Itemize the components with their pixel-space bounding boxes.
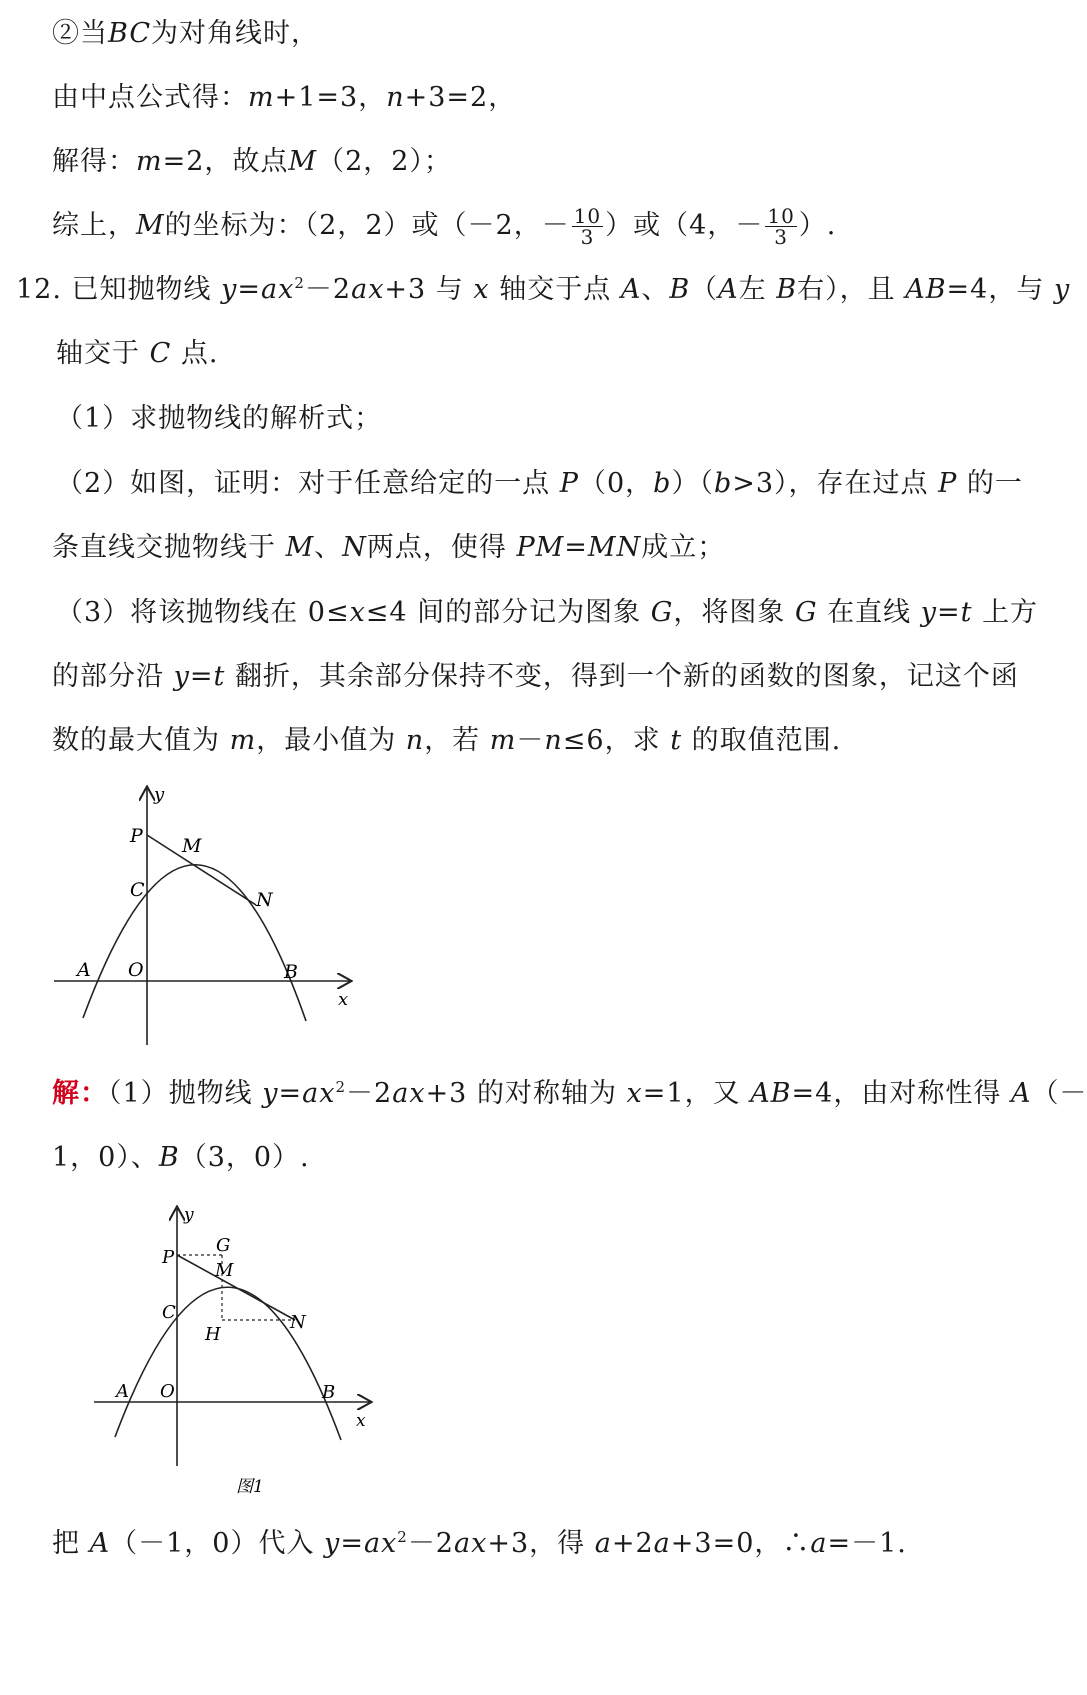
text: =: [936, 597, 961, 628]
parabola-curve: [115, 1287, 341, 1440]
figure-parabola-2: [90, 1200, 390, 1510]
var-a: A: [1010, 1078, 1032, 1109]
solution-line2: [52, 1140, 310, 1176]
part3-line3: [52, 723, 841, 759]
var-t: t: [670, 725, 683, 756]
case2-line: [52, 16, 319, 52]
text: +3=0，∴: [670, 1528, 811, 1559]
part1-line: （1）求抛物线的解析式；: [56, 403, 383, 434]
summary-line: [52, 206, 836, 247]
text: 条直线交抛物线于: [52, 532, 276, 563]
var-m: m: [229, 725, 257, 756]
text: =－1.: [827, 1528, 907, 1559]
text: =: [340, 1528, 364, 1559]
exponent: 2: [294, 274, 305, 292]
text: 轴交于点: [499, 274, 612, 305]
label-y: y: [154, 784, 165, 805]
solution-label: 解：: [52, 1078, 108, 1109]
label-p: P: [162, 1247, 175, 1268]
text: －2: [304, 274, 352, 305]
text: =4，由对称性得: [791, 1078, 1002, 1109]
label-h: H: [205, 1324, 221, 1345]
text: +3=2，: [404, 82, 517, 113]
text: ，最小值为: [256, 725, 397, 756]
numerator: 10: [573, 204, 602, 228]
var-y: y: [173, 661, 190, 692]
var-c: C: [149, 338, 172, 369]
denominator: 3: [580, 225, 595, 249]
var-point-m: M: [136, 210, 165, 241]
var-ab: AB: [750, 1078, 792, 1109]
text: －: [516, 725, 545, 756]
var-a: A: [89, 1528, 111, 1559]
text: 、: [314, 532, 343, 563]
exponent: 2: [335, 1078, 347, 1096]
text: =4，与: [946, 274, 1045, 305]
label-x: x: [356, 1411, 366, 1431]
midpoint-line: [52, 80, 516, 116]
var-m: m: [248, 82, 275, 113]
text: 左: [738, 274, 767, 305]
text: +2: [611, 1528, 654, 1559]
var-n: n: [544, 725, 563, 756]
text: 上方: [982, 597, 1039, 628]
label-n: N: [256, 889, 273, 911]
var-m: m: [489, 725, 517, 756]
solve-line: [52, 144, 452, 180]
text: ）（: [671, 468, 714, 499]
line-pmn: [147, 835, 256, 905]
label-a: A: [116, 1381, 129, 1402]
text: ≤4 间的部分记为图象: [365, 597, 642, 628]
line-pmn: [177, 1255, 295, 1320]
text: 综上，: [52, 210, 136, 241]
text: －2: [346, 1078, 393, 1109]
label-g: G: [216, 1235, 231, 1256]
var-g: G: [794, 597, 818, 628]
text: 成立；: [641, 532, 726, 563]
text: （0，: [578, 468, 654, 499]
text: 两点，使得: [366, 532, 507, 563]
text: 数的最大值为: [52, 725, 220, 756]
text: （1）抛物线: [108, 1078, 253, 1109]
var-n: n: [386, 82, 405, 113]
var-b: B: [776, 274, 798, 305]
text: =: [189, 661, 214, 692]
text: －2: [407, 1528, 454, 1559]
var-b: B: [158, 1142, 180, 1173]
text: 的取值范围.: [691, 725, 842, 756]
var-ax: ax: [363, 1528, 398, 1559]
var-a-coef: a: [810, 1528, 828, 1559]
label-y: y: [184, 1205, 194, 1225]
var-m: m: [136, 146, 163, 177]
var-n: N: [342, 532, 367, 563]
var-y: y: [1053, 274, 1071, 305]
part2-line1: [56, 466, 1023, 502]
var-y: y: [262, 1078, 279, 1109]
var-p: P: [559, 468, 579, 499]
text: 已知抛物线: [71, 274, 212, 305]
var-ax: ax: [302, 1078, 336, 1109]
var-ab: AB: [905, 274, 947, 305]
text: +3 的对称轴为: [425, 1078, 617, 1109]
text: =: [278, 1078, 303, 1109]
text: 的一: [966, 468, 1023, 499]
text: 把: [52, 1528, 80, 1559]
part3-line1: [56, 595, 1038, 631]
label-p: P: [130, 825, 143, 847]
text: （2）如图，证明：对于任意给定的一点: [56, 468, 551, 499]
figure-parabola-1: [40, 780, 360, 1060]
text: ）.: [798, 210, 837, 241]
label-b: B: [322, 1382, 336, 1403]
var-mn: MN: [587, 532, 642, 563]
text: 在直线: [827, 597, 912, 628]
var-ax: ax: [392, 1078, 426, 1109]
text: 当: [80, 18, 108, 49]
var-y: y: [920, 597, 937, 628]
text: （2，2）；: [317, 146, 452, 177]
label-n: N: [290, 1312, 306, 1333]
text: 的部分沿: [52, 661, 164, 692]
figure-caption: 图1: [236, 1477, 264, 1497]
text: （－: [1031, 1078, 1087, 1109]
var-t: t: [960, 597, 973, 628]
text: ，若: [424, 725, 481, 756]
text: 、: [641, 274, 670, 305]
var-p: P: [938, 468, 958, 499]
var-a-coef: a: [594, 1528, 612, 1559]
var-point-m: M: [288, 146, 318, 177]
text: 解得：: [52, 146, 136, 177]
text: ，将图象: [673, 597, 786, 628]
var-b: b: [713, 468, 733, 499]
text: 右），且: [797, 274, 896, 305]
var-x: x: [473, 274, 490, 305]
var-n: n: [405, 725, 425, 756]
var-a-coef: a: [653, 1528, 671, 1559]
var-ax: ax: [351, 274, 385, 305]
text: +3 与: [384, 274, 464, 305]
var-g: G: [650, 597, 674, 628]
label-c: C: [130, 879, 145, 901]
text: 为对角线时，: [151, 18, 320, 49]
question-12-line2: [56, 336, 218, 372]
label-o: O: [160, 1381, 175, 1402]
denominator: 3: [774, 225, 788, 249]
text: +1=3，: [274, 82, 387, 113]
text: 1，0）、: [52, 1142, 159, 1173]
text: =: [237, 274, 262, 305]
solution-line1: [52, 1076, 1087, 1112]
text: 轴交于: [56, 338, 140, 369]
question-12-line1: [16, 272, 1070, 308]
label-x: x: [338, 989, 349, 1010]
part2-line2: [52, 530, 725, 566]
var-x: x: [626, 1078, 643, 1109]
part3-line2: [52, 659, 1019, 695]
question-number: 12.: [16, 274, 62, 305]
text: 的坐标为：（2，2）或（－2，－: [164, 210, 570, 241]
text: >3），存在过点: [732, 468, 929, 499]
label-o: O: [128, 959, 144, 981]
var-pm: PM: [516, 532, 565, 563]
var-ax: ax: [261, 274, 295, 305]
label-m: M: [215, 1260, 234, 1281]
circled-two: ②: [52, 18, 80, 49]
text: 点.: [180, 338, 219, 369]
text: 由中点公式得：: [52, 82, 248, 113]
text: ）或（4，－: [605, 210, 764, 241]
var-y: y: [221, 274, 238, 305]
label-c: C: [162, 1302, 176, 1323]
text: =2，故点: [162, 146, 289, 177]
var-a: A: [620, 274, 642, 305]
var-x: x: [349, 597, 366, 628]
text: （3）将该抛物线在 0≤: [56, 597, 350, 628]
text: =: [564, 532, 588, 563]
label-a: A: [77, 959, 91, 981]
text: （－1，0）代入: [110, 1528, 315, 1559]
exponent: 2: [397, 1528, 408, 1546]
var-ax: ax: [454, 1528, 488, 1559]
var-bc: BC: [108, 18, 152, 49]
text: （: [690, 274, 719, 305]
text: （3，0）.: [179, 1142, 310, 1173]
text: ≤6，求: [562, 725, 661, 756]
var-b: B: [669, 274, 691, 305]
var-y: y: [324, 1528, 341, 1559]
text: =1，又: [642, 1078, 741, 1109]
label-b: B: [284, 961, 298, 983]
var-a: A: [718, 274, 739, 305]
text: 翻折，其余部分保持不变，得到一个新的函数的图象，记这个函: [234, 661, 1019, 692]
var-m: M: [285, 532, 315, 563]
numerator: 10: [767, 204, 795, 228]
var-b: b: [653, 468, 672, 499]
substitute-line: [52, 1526, 907, 1562]
label-m: M: [182, 835, 202, 857]
var-t: t: [213, 661, 226, 692]
fraction-ten-thirds: [572, 206, 603, 247]
text: +3，得: [487, 1528, 586, 1559]
fraction-ten-thirds: [765, 206, 796, 247]
